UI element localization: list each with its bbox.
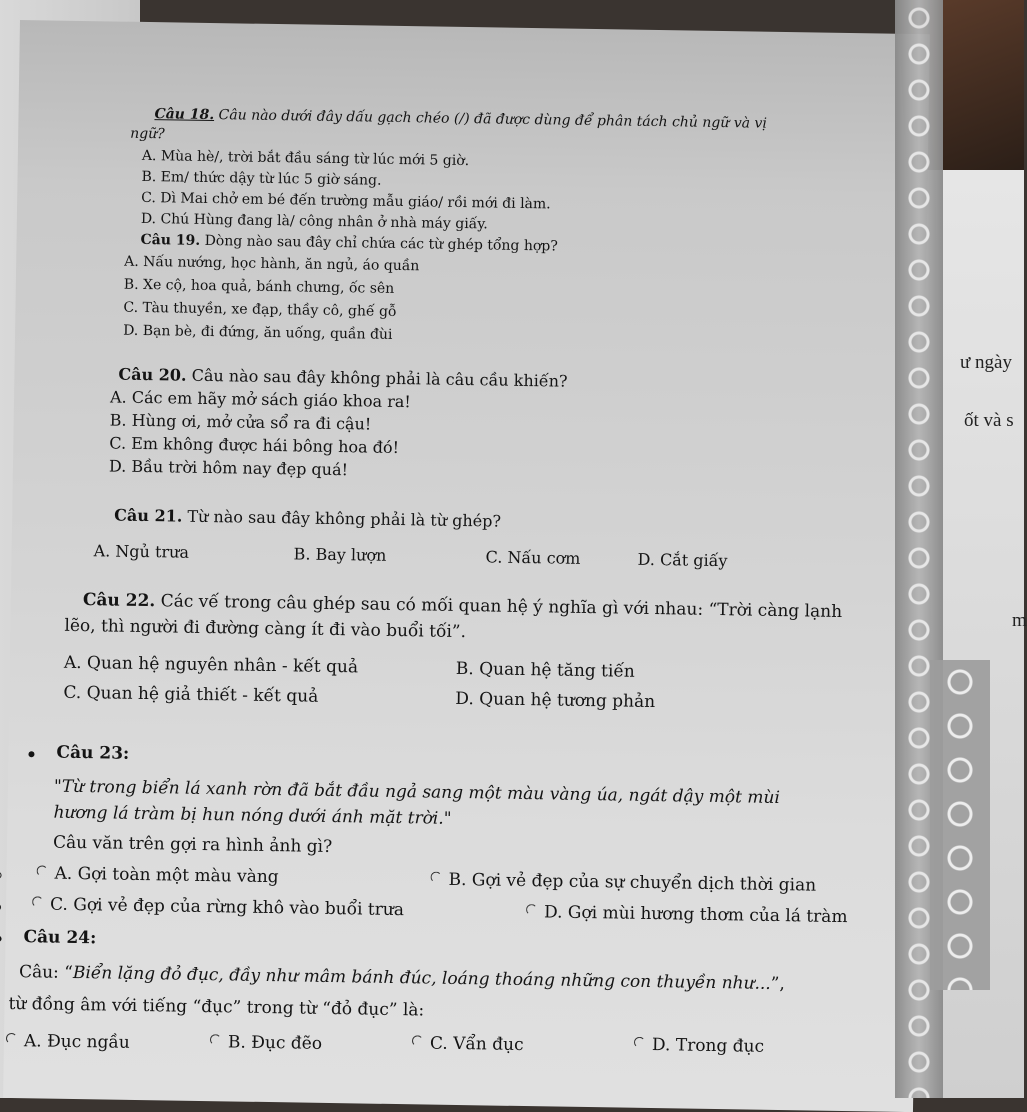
question-20-option-b: B. Hùng ơi, mở cửa sổ ra đi cậu! bbox=[109, 410, 372, 434]
question-21-line bbox=[114, 504, 501, 533]
question-18-option-d: D. Chú Hùng đang là/ công nhân ở nhà máy giấy. bbox=[140, 210, 488, 233]
question-24-option-b[interactable]: B. Đục đẽo bbox=[227, 1032, 323, 1054]
question-23-option-b[interactable]: B. Gợi vẻ đẹp của sự chuyển dịch thời gian bbox=[448, 869, 817, 896]
radio-button-a[interactable] bbox=[37, 865, 48, 876]
question-21-option-d: D. Cắt giấy bbox=[637, 549, 728, 571]
question-18-line-1 bbox=[154, 104, 767, 135]
question-20-text: Câu nào sau đây không phải là câu cầu khiến? bbox=[186, 365, 568, 391]
question-23-quote-line-1: "Từ trong biển lá xanh rờn đã bắt đầu ngả sang một màu vàng úa, ngát dậy một mùi bbox=[53, 776, 780, 809]
radio-button-d[interactable] bbox=[634, 1037, 645, 1048]
question-24-line-2: từ đồng âm với tiếng “đục” trong từ “đỏ đục” là: bbox=[8, 993, 425, 1021]
radio-button-d[interactable] bbox=[526, 904, 537, 915]
question-19-option-a: A. Nấu nướng, học hành, ăn ngủ, áo quần bbox=[124, 253, 420, 275]
question-22-option-a: A. Quan hệ nguyên nhân - kết quả bbox=[63, 652, 359, 678]
question-23-title: Câu 23: bbox=[56, 742, 130, 764]
question-22-option-b: B. Quan hệ tăng tiến bbox=[455, 658, 635, 682]
question-24-title: Câu 24: bbox=[23, 927, 97, 949]
background-fragment: ư ngày bbox=[960, 352, 1012, 373]
radio-button-a[interactable] bbox=[6, 1033, 17, 1044]
radio-button-b[interactable] bbox=[210, 1034, 221, 1045]
background-fragment: m bbox=[1012, 610, 1027, 631]
question-22-line-2: lẽo, thì người đi đường càng ít đi vào buổi tối”. bbox=[64, 615, 467, 643]
question-20-option-d: D. Bầu trời hôm nay đẹp quá! bbox=[108, 456, 349, 480]
question-18-option-b: B. Em/ thức dậy từ lúc 5 giờ sáng. bbox=[141, 168, 382, 189]
radio-button-c[interactable] bbox=[412, 1035, 423, 1046]
radio-button-c[interactable] bbox=[32, 896, 43, 907]
question-19-text: Dòng nào sau đây chỉ chứa các từ ghép tổng hợp? bbox=[200, 232, 558, 255]
question-21-option-c: C. Nấu cơm bbox=[485, 547, 581, 568]
question-20-option-a: A. Các em hãy mở sách giáo khoa ra! bbox=[109, 387, 411, 412]
radio-button-b[interactable] bbox=[431, 872, 442, 883]
question-18-option-a: A. Mùa hè/, trời bắt đầu sáng từ lúc mới 5 giờ. bbox=[141, 147, 470, 170]
question-23-option-c[interactable]: C. Gợi vẻ đẹp của rừng khô vào buổi trưa bbox=[49, 894, 405, 921]
question-20-option-c: C. Em không được hái bông hoa đó! bbox=[109, 433, 400, 458]
question-23-quote-line-2: hương lá tràm bị hun nóng dưới ánh mặt trời." bbox=[53, 802, 452, 829]
background-table-corner bbox=[930, 0, 1024, 175]
question-24-line-1 bbox=[19, 960, 785, 997]
question-20-title: Câu 20. bbox=[118, 364, 187, 385]
background-fragment: ốt và s bbox=[964, 410, 1014, 431]
question-23-option-d[interactable]: D. Gợi mùi hương thơm của lá tràm bbox=[543, 902, 848, 928]
lace-tablecloth-lower bbox=[930, 660, 990, 990]
question-21-option-b: B. Bay lượn bbox=[293, 544, 387, 565]
question-22-option-c: C. Quan hệ giả thiết - kết quả bbox=[63, 682, 319, 707]
question-22-option-d: D. Quan hệ tương phản bbox=[455, 688, 656, 713]
question-24-option-a[interactable]: A. Đục ngầu bbox=[23, 1031, 130, 1053]
question-19-option-b: B. Xe cộ, hoa quả, bánh chưng, ốc sên bbox=[123, 276, 395, 297]
question-22-text: Các vế trong câu ghép sau có mối quan hệ ý nghĩa gì với nhau: “Trời càng lạnh bbox=[155, 591, 843, 622]
worksheet-page bbox=[3, 20, 930, 1112]
question-23-option-a[interactable]: A. Gợi toàn một màu vàng bbox=[54, 863, 279, 888]
question-19-option-c: C. Tàu thuyền, xe đạp, thầy cô, ghế gỗ bbox=[123, 299, 397, 320]
question-24-prefix: Câu: “ bbox=[18, 962, 74, 983]
question-24-option-d[interactable]: D. Trong đục bbox=[651, 1035, 765, 1057]
bullet-icon bbox=[28, 751, 34, 757]
question-21-text: Từ nào sau đây không phải là từ ghép? bbox=[182, 506, 502, 531]
question-18-text: Câu nào dưới đây dấu gạch chéo (/) đã được dùng để phân tách chủ ngữ và vị bbox=[214, 107, 767, 132]
question-24-quote: Biển lặng đỏ đục, đầy như mâm bánh đúc, loáng thoáng những con thuyền như... bbox=[72, 962, 771, 994]
question-18-title: Câu 18. bbox=[154, 106, 215, 124]
question-19-title: Câu 19. bbox=[140, 231, 201, 249]
question-19-option-d: D. Bạn bè, đi đứng, ăn uống, quần đùi bbox=[123, 322, 393, 343]
question-23-question: Câu văn trên gợi ra hình ảnh gì? bbox=[52, 832, 333, 858]
question-21-title: Câu 21. bbox=[114, 505, 183, 526]
question-18-option-c: C. Dì Mai chở em bé đến trường mẫu giáo/ rồi mới đi làm. bbox=[141, 189, 551, 213]
question-24-suffix: ”, bbox=[770, 973, 786, 995]
question-21-option-a: A. Ngủ trưa bbox=[93, 541, 190, 562]
question-22-title: Câu 22. bbox=[82, 590, 156, 612]
question-18-line-2: ngữ? bbox=[130, 125, 165, 143]
question-24-option-c[interactable]: C. Vẩn đục bbox=[429, 1033, 524, 1056]
